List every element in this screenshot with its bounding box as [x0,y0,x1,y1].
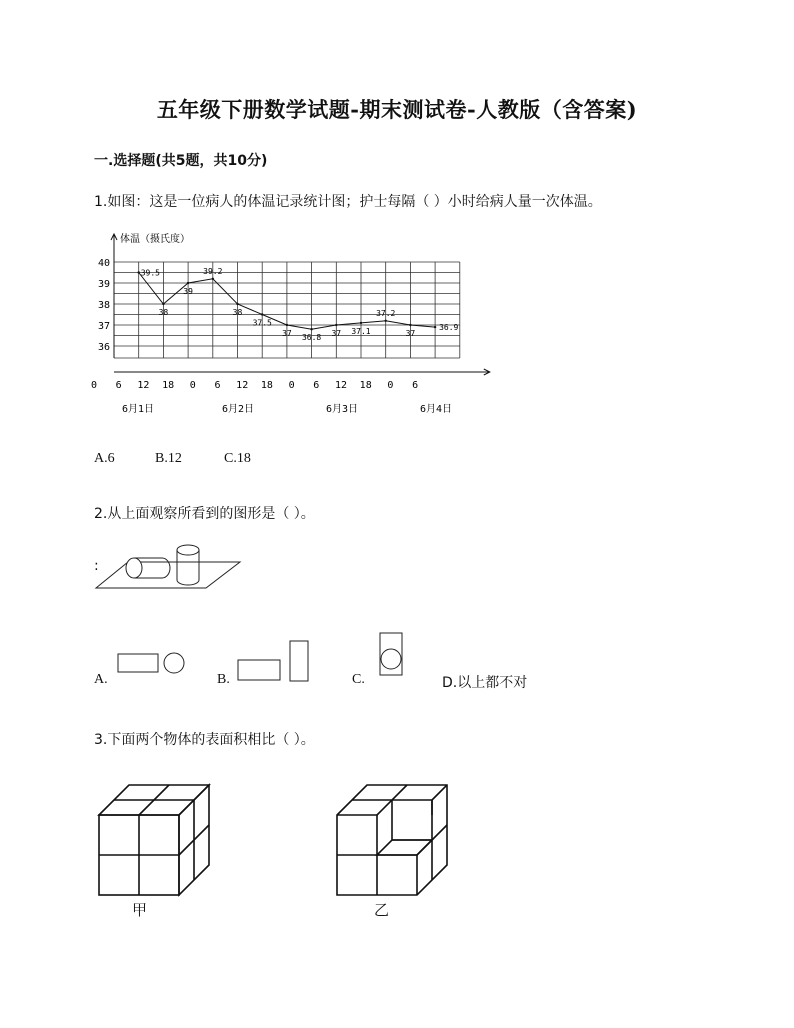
x-tick-label: 0 [387,380,394,391]
question-2-text: 2.从上面观察所看到的图形是（ ）。 [94,506,315,522]
data-label: 39 [183,287,193,296]
cube-figure-jia [96,782,214,900]
x-tick-label: 0 [189,380,196,391]
data-label: 36.9 [439,323,459,333]
option-c-rectangle-circle-figure [378,630,408,678]
option-b-rectangles-figure [236,638,314,684]
y-axis-label: 体温（摄氏度） [120,234,190,245]
day-label: 6月1日 [122,404,155,415]
x-tick-label: 6 [313,380,320,391]
x-tick-label: 0 [288,380,295,391]
data-point [138,271,140,273]
q1-option-b[interactable]: B.12 [155,451,182,466]
cube-label-jia: 甲 [132,901,148,919]
x-tick-label: 6 [412,380,419,391]
q2-option-c[interactable]: C. [352,672,365,687]
q2-option-b[interactable]: B. [217,672,230,687]
question-3-text: 3.下面两个物体的表面积相比（ ）。 [94,732,315,748]
data-label: 39.5 [140,268,160,278]
data-point [286,324,288,326]
x-tick-label: 12 [334,380,348,391]
y-tick-label: 36 [97,342,110,353]
data-point [335,324,337,326]
day-label: 6月3日 [326,404,359,415]
q2-colon: : [94,558,99,574]
y-tick-label: 37 [97,321,110,332]
data-point [385,320,387,322]
q2-option-a[interactable]: A. [94,672,108,687]
data-label: 37 [405,329,416,338]
day-label: 6月2日 [222,404,255,415]
data-label: 38 [158,308,169,317]
y-tick-label: 38 [97,300,110,311]
data-point [360,322,362,324]
data-point [162,303,164,305]
x-tick-label: 6 [115,380,122,391]
x-tick-label: 18 [359,380,372,391]
x-tick-label: 12 [236,380,249,391]
option-a-rectangle-circle-figure [116,650,188,678]
objects-on-table-figure [94,540,244,592]
cube-label-yi: 乙 [374,901,390,919]
data-point [236,303,238,305]
data-label: 36.8 [301,333,322,343]
data-label: 37.5 [252,318,272,328]
data-point [310,328,312,330]
data-point [409,324,411,326]
x-tick-label: 18 [162,380,175,391]
data-point [434,326,436,328]
y-tick-label: 40 [97,258,110,269]
x-tick-label: 18 [260,380,273,391]
data-label: 37.1 [351,326,371,336]
x-tick-label: 12 [137,380,150,391]
cube-figure-yi [334,782,452,900]
data-point [187,282,189,284]
x-tick-label: 6 [214,380,221,391]
data-label: 37.2 [376,308,396,318]
data-label: 39.2 [203,266,223,276]
x-tick-label: 0 [90,380,98,391]
y-tick-label: 39 [97,279,110,290]
data-label: 38 [232,308,243,317]
page-title: 五年级下册数学试题-期末测试卷-人教版（含答案) [156,97,638,122]
data-point [212,278,214,280]
q1-option-a[interactable]: A.6 [94,451,115,466]
q2-option-d[interactable]: D.以上都不对 [442,675,528,691]
day-label: 6月4日 [420,404,453,415]
data-label: 37 [331,329,342,338]
data-label: 37 [282,329,292,338]
q1-option-c[interactable]: C.18 [224,451,251,466]
temperature-chart [90,226,484,415]
question-1-text: 1.如图：这是一位病人的体温记录统计图；护士每隔（ ）小时给病人量一次体温。 [94,194,602,210]
section-heading: 一.选择题(共5题，共10分) [94,153,268,169]
data-point [261,313,263,315]
